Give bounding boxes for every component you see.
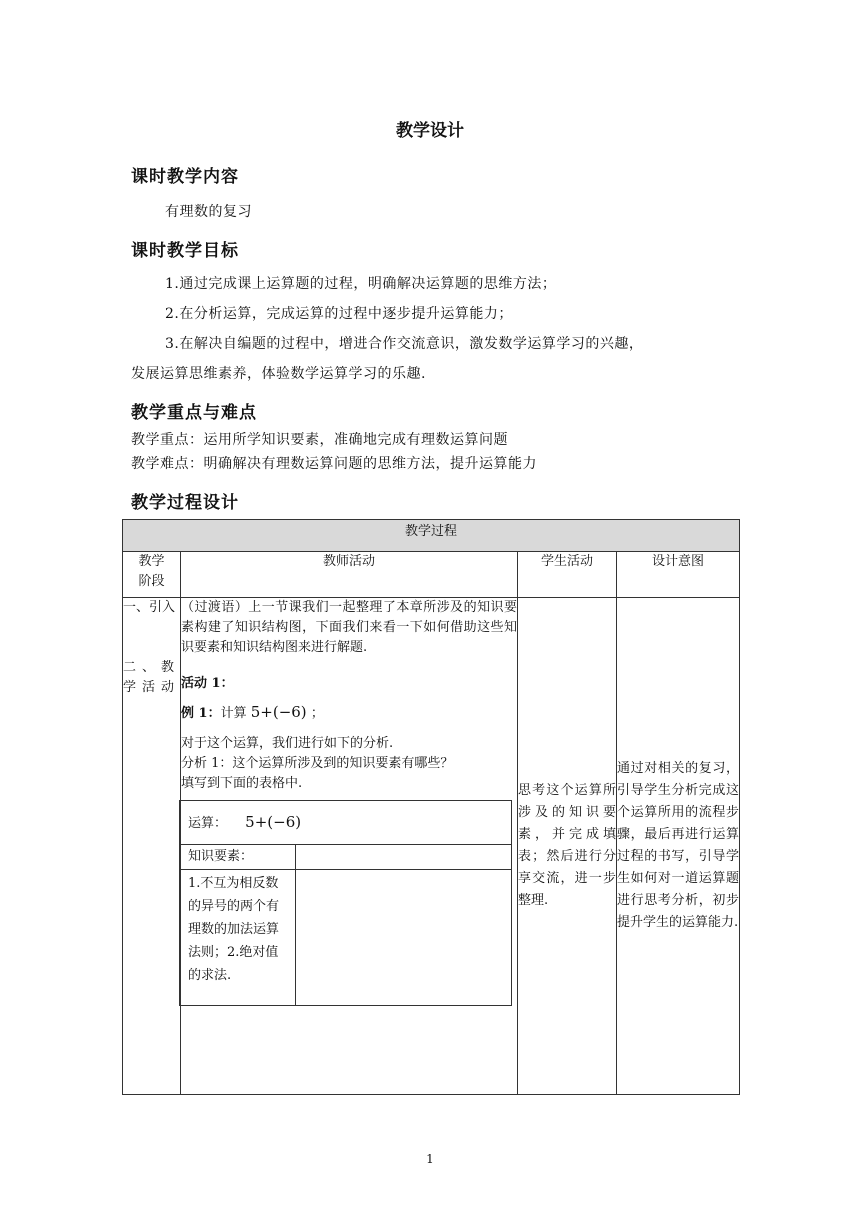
- col-student-header: 学生活动: [518, 552, 617, 598]
- analysis-fill: 填写到下面的表格中.: [181, 776, 303, 791]
- goals-heading: 课时教学目标: [131, 241, 239, 261]
- knowledge-item: 1.不互为相反数的异号的两个有理数的加法运算法则；2.绝对值的求法.: [180, 870, 296, 1006]
- stage-cell: [123, 598, 181, 1095]
- teacher-activity-cell: [181, 598, 518, 1095]
- col-stage-header: 教学阶段: [123, 552, 181, 598]
- document-title: 教学设计: [396, 121, 464, 141]
- example-tail: ；: [310, 706, 324, 721]
- knowledge-table: [179, 800, 512, 1006]
- stage-activity: 二、教学活动: [123, 660, 181, 695]
- content-text: 有理数的复习: [165, 204, 252, 220]
- col-intent-header: 设计意图: [617, 552, 740, 598]
- focus-key: 教学重点：运用所学知识要素，准确地完成有理数运算问题: [131, 432, 508, 448]
- goal-1: 1.通过完成课上运算题的过程，明确解决运算题的思维方法；: [165, 276, 557, 292]
- table-title: 教学过程: [123, 520, 740, 552]
- design-intent-cell: 通过对相关的复习，引导学生分析完成这个运算所用的流程步骤，最后再进行运算过程的书写，引导学生如何对一道运算题进行思考分析，初步提升学生的运算能力.: [617, 598, 740, 1095]
- focus-difficult: 教学难点：明确解决有理数运算问题的思维方法，提升运算能力: [131, 456, 537, 472]
- analysis-intro: 对于这个运算，我们进行如下的分析.: [181, 736, 394, 751]
- example-text: 计算: [220, 706, 247, 721]
- example-label: 例 1：: [181, 706, 221, 721]
- goal-3-line-2: 发展运算思维素养，体验数学运算学习的乐趣.: [131, 366, 426, 382]
- activity-label: 活动 1：: [181, 676, 234, 691]
- example-expression: 5+(−6): [250, 703, 307, 721]
- col-teacher-header: 教师活动: [181, 552, 518, 598]
- content-heading: 课时教学内容: [131, 167, 239, 187]
- student-activity-cell: 思考这个运算所涉及的知识要素，并完成填表；然后进行分享交流，进一步整理.: [518, 598, 617, 1095]
- teacher-intro: （过渡语）上一节课我们一起整理了本章所涉及的知识要素构建了知识结构图，下面我们来看一下如何借助这些知识要素和知识结构图来进行解题.: [181, 600, 517, 655]
- operation-row: [180, 801, 512, 845]
- knowledge-blank-cell: [296, 870, 512, 1006]
- operation-expression: 5+(−6): [245, 812, 302, 831]
- goal-2: 2.在分析运算，完成运算的过程中逐步提升运算能力；: [165, 306, 513, 322]
- operation-label: 运算：: [188, 815, 228, 831]
- focus-heading: 教学重点与难点: [131, 403, 257, 423]
- process-table: [122, 519, 740, 1095]
- knowledge-empty-cell: [296, 845, 512, 870]
- goal-3-line-1: 3.在解决自编题的过程中，增进合作交流意识，激发数学运算学习的兴趣，: [165, 336, 644, 352]
- analysis-1: 分析 1：这个运算所涉及到的知识要素有哪些？: [181, 756, 454, 771]
- page-number: 1: [426, 1152, 434, 1166]
- process-heading: 教学过程设计: [131, 493, 239, 513]
- stage-intro: 一、引入: [123, 600, 176, 615]
- knowledge-label: 知识要素：: [180, 845, 296, 870]
